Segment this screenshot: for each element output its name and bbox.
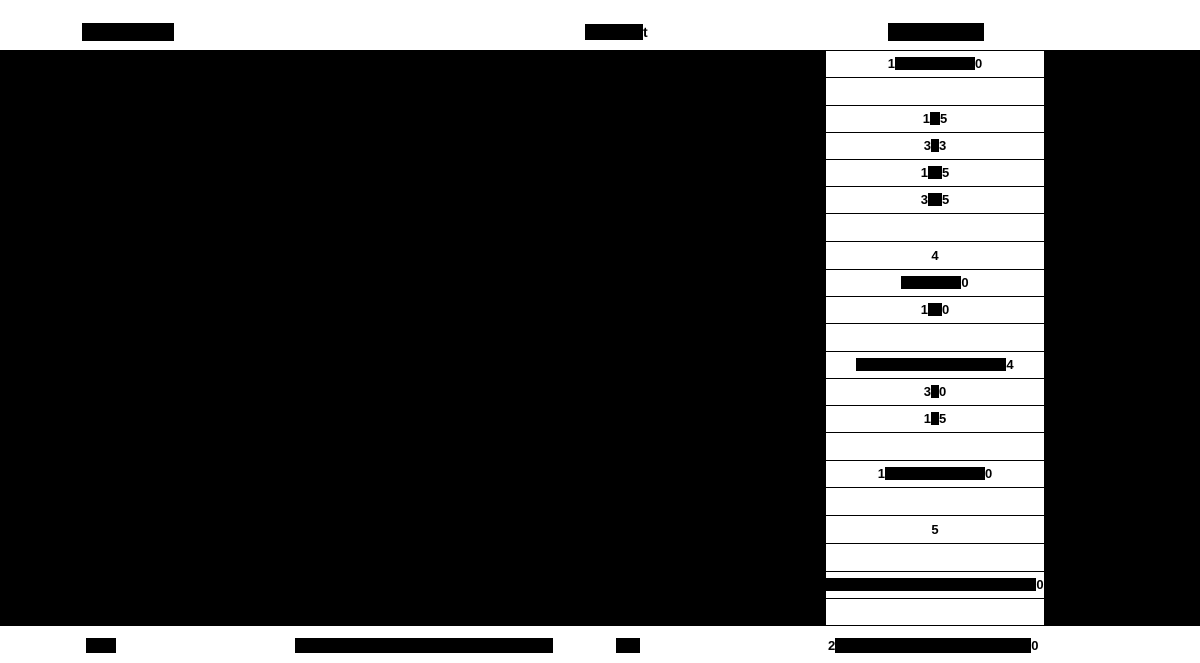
amount-lead-digits: 1 <box>923 411 931 426</box>
redacted-right-block <box>1044 50 1200 626</box>
amount-tail-digits: 5 <box>942 192 950 207</box>
table-row <box>826 324 1044 352</box>
amount-value <box>901 276 968 290</box>
table-row <box>826 516 1044 544</box>
total-amount-tail: 0 <box>1031 638 1039 653</box>
amount-value <box>878 467 992 481</box>
table-row <box>826 160 1044 187</box>
total-amount-redaction <box>835 638 1031 653</box>
table-row <box>826 270 1044 297</box>
amount-redaction <box>928 303 942 316</box>
amount-redaction <box>931 385 939 398</box>
table-row <box>826 78 1044 106</box>
amount-value <box>924 385 946 399</box>
amount-lead-digits: 1 <box>920 302 928 317</box>
amount-tail-digits: 0 <box>985 466 993 481</box>
amount-value <box>921 193 949 207</box>
amount-redaction <box>885 467 985 480</box>
amount-tail-digits: 0 <box>961 275 969 290</box>
header-center-visible-text: t <box>643 24 648 40</box>
amount-tail-digits: 5 <box>939 411 947 426</box>
amount-value: 5 <box>931 521 939 537</box>
amount-tail-digits: 0 <box>975 56 983 71</box>
amount-tail-digits: 0 <box>1036 577 1044 592</box>
amount-lead-digits: 1 <box>920 165 928 180</box>
table-row <box>826 106 1044 133</box>
amount-redaction <box>931 412 939 425</box>
table-row <box>826 572 1044 599</box>
amount-lead-digits: 1 <box>922 111 930 126</box>
table-row <box>826 214 1044 242</box>
table-row <box>826 352 1044 379</box>
amount-lead-digits: 3 <box>923 384 931 399</box>
amount-value <box>826 578 1043 592</box>
amount-redaction <box>928 166 942 179</box>
amount-value <box>921 303 949 317</box>
amount-lead-digits: 1 <box>887 56 895 71</box>
amount-value <box>888 57 982 71</box>
amount-value <box>923 112 947 126</box>
amount-value <box>924 412 946 426</box>
amount-tail-digits: 0 <box>939 384 947 399</box>
total-cell-b <box>295 638 553 654</box>
amount-redaction <box>895 57 975 70</box>
amount-tail-digits: 5 <box>940 111 948 126</box>
table-header-row <box>0 0 1200 50</box>
table-row <box>826 544 1044 572</box>
amount-redaction <box>930 112 940 125</box>
amount-value <box>856 358 1013 372</box>
table-row <box>826 379 1044 406</box>
table-row <box>826 406 1044 433</box>
total-cell-c-redaction <box>616 638 640 653</box>
amount-redaction <box>928 193 942 206</box>
amount-redaction <box>826 578 1036 591</box>
amount-tail-digits: 4 <box>1006 357 1014 372</box>
table-row <box>826 488 1044 516</box>
amount-lead-digits: 3 <box>920 192 928 207</box>
amount-tail-digits: 3 <box>939 138 947 153</box>
amount-lead-digits: 1 <box>877 466 885 481</box>
total-cell-c <box>616 638 640 654</box>
total-cell-amount <box>828 638 1038 654</box>
table-row <box>826 50 1044 78</box>
table-row <box>826 461 1044 488</box>
table-row <box>826 433 1044 461</box>
amount-tail-digits: 5 <box>942 165 950 180</box>
header-label-center <box>585 23 648 41</box>
amount-tail-digits: 0 <box>942 302 950 317</box>
amount-redaction <box>931 139 939 152</box>
header-center-redaction <box>585 24 643 40</box>
amount-redaction <box>856 358 1006 371</box>
table-total-row <box>0 626 1200 663</box>
total-amount-lead: 2 <box>828 638 836 653</box>
amount-value <box>921 166 949 180</box>
header-label-right <box>888 23 984 41</box>
redacted-body-block <box>0 50 826 626</box>
table-row <box>826 242 1044 270</box>
table-row <box>826 297 1044 324</box>
amount-value <box>924 139 946 153</box>
amount-value: 4 <box>931 247 939 263</box>
table-row <box>826 187 1044 214</box>
table-row <box>826 599 1044 626</box>
total-cell-a-redaction <box>86 638 116 653</box>
table-row <box>826 133 1044 160</box>
header-label-left <box>82 23 174 41</box>
amount-redaction <box>901 276 961 289</box>
total-cell-a <box>86 638 116 654</box>
amount-lead-digits: 3 <box>923 138 931 153</box>
total-cell-b-redaction <box>295 638 553 653</box>
amount-column <box>826 50 1044 626</box>
